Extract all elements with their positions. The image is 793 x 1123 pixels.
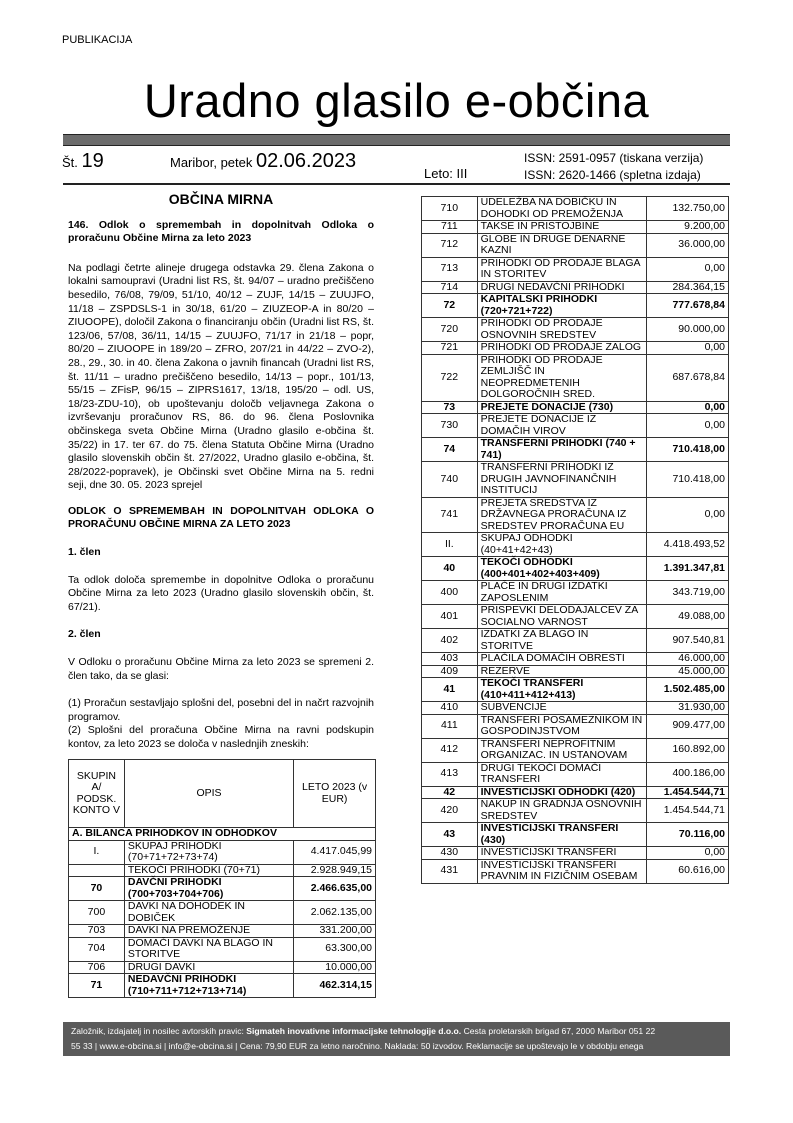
header-value: LETO 2023 (v EUR)	[294, 760, 376, 828]
budget-table-right	[421, 196, 729, 884]
issue-date-value: 02.06.2023	[256, 150, 357, 172]
cell-value: 90.000,00	[647, 318, 729, 342]
cell-code: 741	[422, 497, 478, 533]
cell-desc: NAKUP IN GRADNJA OSNOVNIH SREDSTEV	[477, 799, 647, 823]
cell-value: 331.200,00	[294, 925, 376, 938]
cell-code: 73	[422, 401, 478, 414]
table-row	[422, 354, 729, 401]
cell-desc: PRIHODKI OD PRODAJE BLAGA IN STORITEV	[477, 257, 647, 281]
cell-code: 413	[422, 762, 478, 786]
masthead-title: Uradno glasilo e-občina	[143, 74, 650, 127]
table-row	[422, 702, 729, 715]
cell-value: 1.454.544,71	[647, 786, 729, 799]
cell-desc: KAPITALSKI PRIHODKI (720+721+722)	[477, 294, 647, 318]
table-row	[422, 438, 729, 462]
paragraph-1: (1) Proračun sestavljajo splošni del, posebni del in načrt razvojnih programov.	[68, 697, 374, 723]
cell-code: 710	[422, 197, 478, 221]
table-row	[422, 738, 729, 762]
cell-code: 722	[422, 354, 478, 401]
cell-desc: REZERVE	[477, 665, 647, 678]
cell-value: 45.000,00	[647, 665, 729, 678]
table-row	[422, 221, 729, 234]
cell-code: 72	[422, 294, 478, 318]
footer-address: Cesta proletarskih brigad 67, 2000 Maribor 051 22	[461, 1026, 656, 1036]
paragraph-2: (2) Splošni del proračuna Občine Mirna na ravni podskupin kontov, za leto 2023 se določa v naslednjih zneskih:	[68, 724, 374, 750]
decree-heading: ODLOK O SPREMEMBAH IN DOPOLNITVAH ODLOKA O PRORAČUNU OBČINE MIRNA ZA LETO 2023	[68, 504, 374, 531]
cell-desc: PREJETE DONACIJE IZ DOMAČIH VIROV	[477, 414, 647, 438]
cell-value: 1.454.544,71	[647, 799, 729, 823]
table-row	[422, 401, 729, 414]
article-column	[68, 193, 374, 761]
cell-code: 431	[422, 859, 478, 883]
footer	[63, 1022, 730, 1056]
article-1-heading: 1. člen	[68, 546, 101, 559]
cell-value: 4.417.045,99	[294, 840, 376, 864]
cell-desc: UDELEŽBA NA DOBIČKU IN DOHODKI OD PREMOŽENJA	[477, 197, 647, 221]
table-row	[422, 462, 729, 498]
table-row	[69, 974, 376, 998]
cell-value: 777.678,84	[647, 294, 729, 318]
cell-value: 4.418.493,52	[647, 533, 729, 557]
cell-value: 36.000,00	[647, 233, 729, 257]
cell-code: 420	[422, 799, 478, 823]
table-row	[422, 799, 729, 823]
cell-code: 40	[422, 557, 478, 581]
footer-prefix: Založnik, izdajatelj in nosilec avtorskih pravic:	[71, 1026, 247, 1036]
cell-value: 343.719,00	[647, 581, 729, 605]
cell-desc: PLAČE IN DRUGI IZDATKI ZAPOSLENIM	[477, 581, 647, 605]
article-2-text: V Odloku o proračunu Občine Mirna za leto 2023 se spremeni 2. člen tako, da se glasi:	[68, 656, 374, 682]
cell-code: 704	[69, 937, 125, 961]
cell-desc: TEKOČI TRANSFERI (410+411+412+413)	[477, 678, 647, 702]
cell-code: 706	[69, 961, 125, 974]
cell-desc: TRANSFERNI PRIHODKI (740 + 741)	[477, 438, 647, 462]
table-row	[69, 961, 376, 974]
cell-desc: PREJETA SREDSTVA IZ DRŽAVNEGA PRORAČUNA IZ SREDSTEV PRORAČUNA EU	[477, 497, 647, 533]
cell-desc: TRANSFERNI PRIHODKI IZ DRUGIH JAVNOFINANČNIH INSTITUCIJ	[477, 462, 647, 498]
cell-value: 70.116,00	[647, 823, 729, 847]
cell-desc: DAVKI NA DOHODEK IN DOBIČEK	[124, 901, 293, 925]
cell-desc: INVESTICIJSKI TRANSFERI (430)	[477, 823, 647, 847]
cell-desc: SKUPAJ PRIHODKI (70+71+72+73+74)	[124, 840, 293, 864]
municipality-heading: OBČINA MIRNA	[168, 191, 274, 207]
article-2-heading: 2. člen	[68, 628, 101, 641]
cell-code: 70	[69, 877, 125, 901]
cell-value: 0,00	[647, 497, 729, 533]
cell-value: 63.300,00	[294, 937, 376, 961]
table-row	[422, 233, 729, 257]
header-rule	[63, 183, 730, 185]
cell-code: 713	[422, 257, 478, 281]
table-row	[69, 937, 376, 961]
cell-value: 0,00	[647, 257, 729, 281]
table-row	[422, 629, 729, 653]
issn-print: ISSN: 2591-0957 (tiskana verzija)	[524, 151, 704, 165]
table-row	[422, 665, 729, 678]
table-row	[69, 901, 376, 925]
cell-code: 42	[422, 786, 478, 799]
cell-desc: NEDAVČNI PRIHODKI (710+711+712+713+714)	[124, 974, 293, 998]
table-row	[422, 533, 729, 557]
footer-line-2: 55 33 | www.e-obcina.si | info@e-obcina.si | Cena: 79,90 EUR za letno naročnino. Naklada: 50 izvodov. Reklamacije se upoštevajo le v obdobju enega	[71, 1041, 644, 1051]
cell-code: 74	[422, 438, 478, 462]
cell-code: 700	[69, 901, 125, 925]
cell-desc: DOMAČI DAVKI NA BLAGO IN STORITVE	[124, 937, 293, 961]
cell-value: 2.466.635,00	[294, 877, 376, 901]
cell-desc: TRANSFERI POSAMEZNIKOM IN GOSPODINJSTVOM	[477, 714, 647, 738]
cell-value: 400.186,00	[647, 762, 729, 786]
table-row	[422, 197, 729, 221]
cell-code: I.	[69, 840, 125, 864]
cell-code: 720	[422, 318, 478, 342]
cell-value: 0,00	[647, 401, 729, 414]
cell-value: 0,00	[647, 342, 729, 355]
cell-code: 43	[422, 823, 478, 847]
section-a-heading: A. BILANCA PRIHODKOV IN ODHODKOV	[69, 828, 376, 841]
cell-value: 49.088,00	[647, 605, 729, 629]
cell-code: 402	[422, 629, 478, 653]
cell-value: 462.314,15	[294, 974, 376, 998]
issue-label: Št.	[62, 155, 78, 170]
cell-desc: PRIHODKI OD PRODAJE OSNOVNIH SREDSTEV	[477, 318, 647, 342]
cell-desc: TRANSFERI NEPROFITNIM ORGANIZAC. IN USTANOVAM	[477, 738, 647, 762]
cell-desc: INVESTICIJSKI TRANSFERI PRAVNIM IN FIZIČNIM OSEBAM	[477, 859, 647, 883]
cell-desc: DAVČNI PRIHODKI (700+703+704+706)	[124, 877, 293, 901]
cell-code: 711	[422, 221, 478, 234]
publication-label: PUBLIKACIJA	[62, 34, 133, 46]
cell-value: 2.062.135,00	[294, 901, 376, 925]
table-row	[422, 847, 729, 860]
cell-desc: IZDATKI ZA BLAGO IN STORITVE	[477, 629, 647, 653]
cell-desc: PRIHODKI OD PRODAJE ZALOG	[477, 342, 647, 355]
cell-desc: INVESTICIJSKI ODHODKI (420)	[477, 786, 647, 799]
cell-desc: SUBVENCIJE	[477, 702, 647, 715]
table-row	[422, 294, 729, 318]
cell-code: 712	[422, 233, 478, 257]
cell-code: 740	[422, 462, 478, 498]
cell-desc: DRUGI TEKOČI DOMAČI TRANSFERI	[477, 762, 647, 786]
cell-value: 909.477,00	[647, 714, 729, 738]
cell-code: II.	[422, 533, 478, 557]
cell-code: 430	[422, 847, 478, 860]
cell-code: 71	[69, 974, 125, 998]
cell-code: 730	[422, 414, 478, 438]
table-row	[422, 714, 729, 738]
cell-desc: DRUGI DAVKI	[124, 961, 293, 974]
cell-code: 411	[422, 714, 478, 738]
cell-code: 400	[422, 581, 478, 605]
cell-desc: INVESTICIJSKI TRANSFERI	[477, 847, 647, 860]
table-row	[422, 342, 729, 355]
cell-desc: PREJETE DONACIJE (730)	[477, 401, 647, 414]
table-row	[422, 497, 729, 533]
table-row	[422, 257, 729, 281]
cell-value: 2.928.949,15	[294, 864, 376, 877]
cell-code: 409	[422, 665, 478, 678]
cell-code: 714	[422, 281, 478, 294]
cell-value: 0,00	[647, 847, 729, 860]
issue-date	[170, 150, 356, 173]
footer-publisher: Sigmateh inovativne informacijske tehnologije d.o.o.	[246, 1026, 462, 1036]
cell-value: 160.892,00	[647, 738, 729, 762]
issn-online: ISSN: 2620-1466 (spletna izdaja)	[524, 168, 701, 182]
cell-desc: TEKOČI ODHODKI (400+401+402+403+409)	[477, 557, 647, 581]
table-row	[422, 762, 729, 786]
cell-value: 907.540,81	[647, 629, 729, 653]
cell-desc: PRIHODKI OD PRODAJE ZEMLJIŠČ IN NEOPREDMETENIH DOLGOROČNIH SRED.	[477, 354, 647, 401]
cell-value: 1.502.485,00	[647, 678, 729, 702]
cell-code	[69, 864, 125, 877]
cell-value: 710.418,00	[647, 438, 729, 462]
cell-code: 721	[422, 342, 478, 355]
budget-table-left	[68, 759, 376, 998]
cell-desc: DRUGI NEDAVČNI PRIHODKI	[477, 281, 647, 294]
table-row	[422, 414, 729, 438]
cell-code: 703	[69, 925, 125, 938]
table-row	[422, 678, 729, 702]
cell-value: 10.000,00	[294, 961, 376, 974]
masthead-rule	[63, 134, 730, 146]
cell-code: 410	[422, 702, 478, 715]
cell-desc: SKUPAJ ODHODKI (40+41+42+43)	[477, 533, 647, 557]
issue-number	[62, 150, 104, 173]
cell-value: 1.391.347,81	[647, 557, 729, 581]
cell-value: 31.930,00	[647, 702, 729, 715]
cell-desc: TAKSE IN PRISTOJBINE	[477, 221, 647, 234]
cell-desc: GLOBE IN DRUGE DENARNE KAZNI	[477, 233, 647, 257]
table-row	[422, 823, 729, 847]
cell-code: 403	[422, 653, 478, 666]
table-row	[422, 605, 729, 629]
table-row	[69, 877, 376, 901]
cell-value: 284.364,15	[647, 281, 729, 294]
cell-value: 710.418,00	[647, 462, 729, 498]
article-1-text: Ta odlok določa spremembe in dopolnitve Odloka o proračunu Občine Mirna za leto 2023 (Uradno glasilo slovenskih občin, št. 67/21).	[68, 573, 374, 613]
table-row	[422, 557, 729, 581]
table-row	[69, 840, 376, 864]
header-description: OPIS	[124, 760, 293, 828]
cell-desc: PRISPEVKI DELODAJALCEV ZA SOCIALNO VARNOST	[477, 605, 647, 629]
cell-value: 687.678,84	[647, 354, 729, 401]
table-row	[422, 859, 729, 883]
table-row	[422, 581, 729, 605]
header-code: SKUPIN A/ PODSK. KONTO V	[69, 760, 125, 828]
cell-value: 132.750,00	[647, 197, 729, 221]
issue-year: Leto: III	[424, 166, 468, 181]
table-row	[69, 925, 376, 938]
cell-value: 9.200,00	[647, 221, 729, 234]
article-intro: Na podlagi četrte alineje drugega odstavka 29. člena Zakona o lokalni samoupravi (Uradni list RS, št. 94/07 – uradno prečiščeno besedilo, 76/08, 79/09, 51/10, 40/12 – ZUJF, 14/15 – ZUUJFO, 11/18 – ZSPDSLS-1 in 30/18, 61/20 – ZIUZEOP-A in 80/20 – ZIUOOPE), določil Zakona o financiranju občin (Uradni list RS, št. 123/06, 57/08, 36/11, 14/15 – ZUUJFO, 71/17 in 21/18 – popr, 80/20 – ZIUOOPE in 189/20 – ZFRO, 207/21 in 44/22 – ZVO-2), 28., 29., 30. in 40. člena Zakona o javnih financah (Uradni list RS, št. 11/11 – uradno prečiščeno besedilo, 14/13 – popr., 101/13, 55/15 – ZFisP, 96/15 – ZIPRS1617, 13/18, 195/20 – odl. US, 18/23-ZDU-10), ob upoštevanju določb veljavnega Zakona o izvrševanju proračunov RS, 86. do 96. člena Poslovnika občinskega sveta Občine Mirna (Uradno glasilo e-občina št. 35/22) in 17. ter 67. do 75. člena Statuta Občine Mirna (Uradno glasilo slovenskih občin št. 27/2022, Uradno glasilo e-občina, št. 28/2022-popravek), je Občinski svet Občine Mirna na 5. redni seji, dne 30. 05. 2023 sprejel	[68, 261, 374, 492]
table-row	[422, 281, 729, 294]
table-row	[422, 786, 729, 799]
cell-desc: TEKOČI PRIHODKI (70+71)	[124, 864, 293, 877]
table-row	[422, 653, 729, 666]
article-title: 146. Odlok o spremembah in dopolnitvah Odloka o proračunu Občine Mirna za leto 2023	[68, 218, 374, 245]
issue-number-value: 19	[81, 150, 104, 172]
cell-value: 60.616,00	[647, 859, 729, 883]
issue-place: Maribor, petek	[170, 155, 253, 170]
cell-desc: DAVKI NA PREMOŽENJE	[124, 925, 293, 938]
cell-value: 0,00	[647, 414, 729, 438]
cell-code: 401	[422, 605, 478, 629]
cell-code: 41	[422, 678, 478, 702]
table-row	[69, 864, 376, 877]
cell-value: 46.000,00	[647, 653, 729, 666]
cell-desc: PLAČILA DOMAČIH OBRESTI	[477, 653, 647, 666]
table-row	[422, 318, 729, 342]
cell-code: 412	[422, 738, 478, 762]
